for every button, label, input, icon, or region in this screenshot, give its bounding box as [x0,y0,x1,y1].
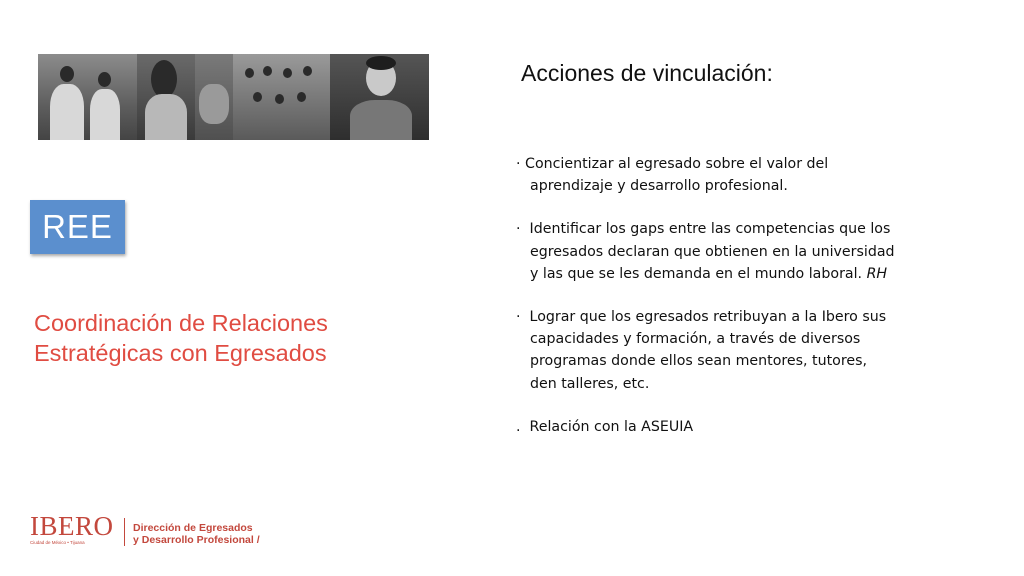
ree-badge-text: REE [42,208,113,245]
actions-list [516,153,936,459]
ibero-logo-word: IBERO [30,511,114,541]
item-line: programas donde ellos sean mentores, tutores, [530,353,867,370]
ibero-logo-subtitle: Ciudad de México • Tijuana [30,540,85,545]
bullet: · [516,309,521,326]
item-line: Identificar los gaps entre las competencias que los [529,221,891,238]
header-photo-strip [38,54,429,140]
item-line: aprendizaje y desarrollo profesional. [530,178,788,195]
department-line-1: Dirección de Egresados [133,522,253,534]
item-line: capacidades y formación, a través de diversos [530,331,861,348]
item-line: den talleres, etc. [530,375,650,392]
hands-photo [195,54,233,140]
department-name [133,522,260,546]
woman-photo [137,54,195,140]
list-item [516,306,936,395]
bullet: · [516,156,521,172]
bullet: · [516,221,521,238]
graduates-photo [38,54,137,140]
ibero-logo [30,511,114,545]
item-line: egresados declaran que obtienen en la universidad [530,243,895,260]
item-line: Concientizar al egresado sobre el valor del [525,156,829,172]
list-item [516,153,936,197]
coordination-title: Coordinación de Relaciones Estratégicas con Egresados [34,310,328,366]
footer-divider [124,518,125,546]
item-line: Lograr que los egresados retribuyan a la Ibero sus [529,309,887,326]
ree-badge [30,200,125,254]
item-line: Relación con la ASEUIA [529,418,694,435]
department-line-2: y Desarrollo Profesional / [133,534,260,546]
list-item [516,416,936,438]
actions-title: Acciones de vinculación: [521,60,773,86]
man-photo [330,54,429,140]
bullet: . [516,418,521,435]
list-item [516,218,936,285]
item-line: y las que se les demanda en el mundo laboral. [530,265,863,282]
group-photo [233,54,330,140]
rh-tag: RH [866,265,888,282]
